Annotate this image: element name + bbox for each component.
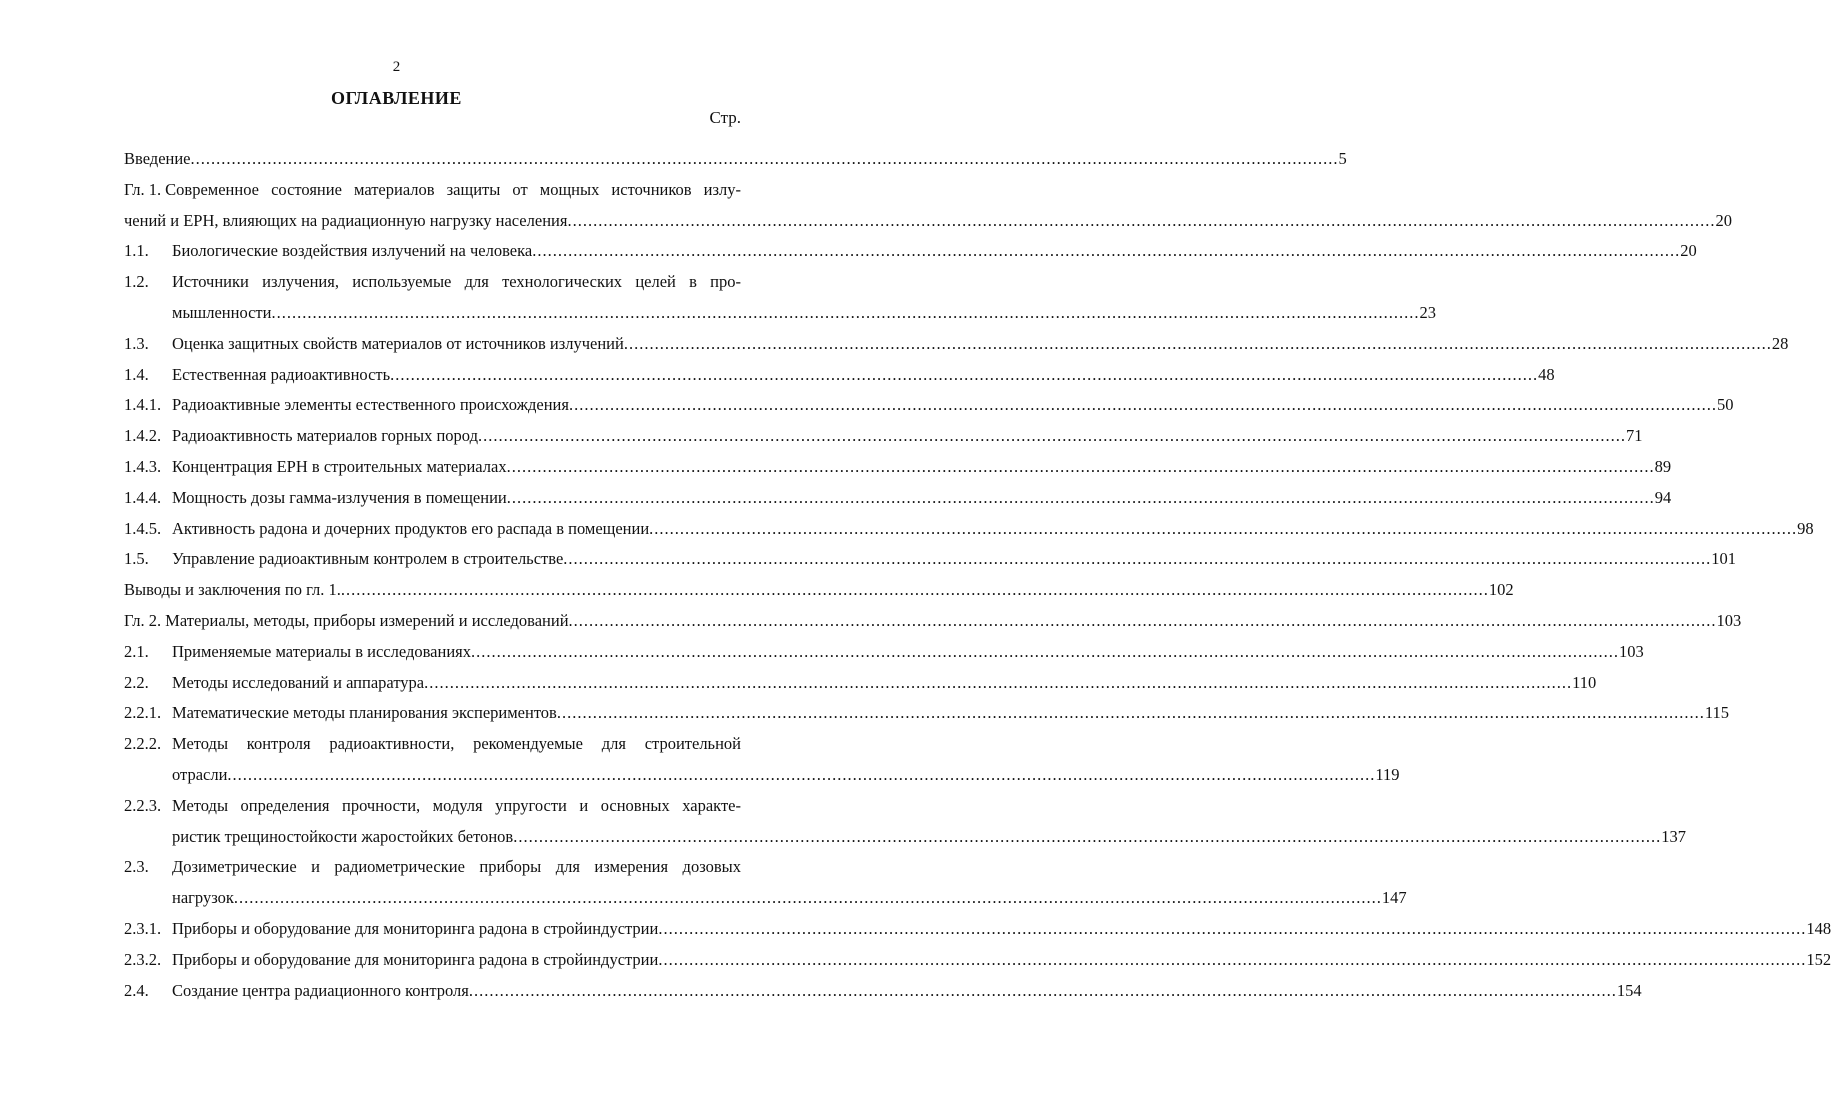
toc-entry-page: 5 [1338,149,1347,168]
toc-entry-title: Методы контроля радиоактивности, рекомендуемые для строительной [172,734,741,754]
dot-leader [658,914,1806,945]
toc-entry-page: 98 [1797,518,1814,538]
toc-entry-number: 2.3.1. [124,918,162,938]
toc-entry-first-line [124,791,741,822]
toc-entry [124,852,1407,914]
toc-entry-line [124,390,1734,421]
toc-entry-title: Биологические воздействия излучений на человека [172,241,533,261]
dot-leader [624,329,1772,360]
toc-entry-title: Источники излучения, используемые для технологических целей в про- [172,272,741,292]
toc-entry-title: Мощность дозы гамма-излучения в помещении [172,487,507,507]
toc-entry-title: Естественная радиоактивность [172,364,391,384]
toc-entry-continuation [124,883,1407,914]
toc-entry [124,390,1734,421]
toc-entry [124,144,1347,175]
toc-entry-first-line [124,267,741,298]
toc-entry-line [124,452,1672,483]
toc-entry-title-continued: ристик трещиностойкости жаростойких бетонов [172,826,514,846]
toc-entry [124,421,1643,452]
toc-entry-page: 147 [1381,888,1407,908]
toc-entry-title-continued: чений и ЕРН, влияющих на радиационную нагрузку населения [124,210,568,230]
toc-entry-title: Оценка защитных свойств материалов от источников излучений [172,333,624,353]
toc-entry-page: 71 [1625,426,1643,446]
toc-entry-title: Радиоактивность материалов горных пород [172,426,478,446]
toc-entry [124,668,1597,699]
toc-entry-title: Создание центра радиационного контроля [172,980,469,1000]
toc-entry-title: Введение [124,149,191,168]
toc-entry-number: 1.5. [124,549,149,569]
page-title: ОГЛАВЛЕНИЕ [331,88,462,108]
toc-entry [124,360,1555,391]
toc-entry-title: Современное состояние материалов защиты от мощных источников излу- [165,179,741,199]
toc-entry-title: Методы исследований и аппаратура [172,672,425,692]
toc-entry-number: 1.1. [124,241,149,261]
toc-entry-line [124,575,1514,606]
toc-entry-first-line [124,729,741,760]
toc-entry-line [124,421,1643,452]
toc-entry-number: 2.3. [124,857,149,877]
toc-entry [124,175,1732,237]
toc-entry-page: 154 [1616,980,1642,1000]
toc-entry-number: Гл. 1. [124,179,162,199]
toc-entry-continuation [124,206,1732,237]
dot-leader [227,760,1375,791]
toc-entry-page: 110 [1572,672,1597,692]
toc-entry-line [124,668,1597,699]
toc-entry-number: 1.4.2. [124,426,162,446]
dot-leader [234,883,1382,914]
toc-entry-title: Радиоактивные элементы естественного происхождения [172,395,569,415]
dot-leader [658,945,1806,976]
toc-entry-page: 102 [1488,580,1514,600]
toc-entry-number: 2.3.2. [124,949,162,969]
toc-entry-continuation [124,760,1400,791]
toc-entry [124,329,1789,360]
toc-entry-page: 148 [1806,918,1831,938]
toc-entry-title: Концентрация ЕРН в строительных материалах [172,456,507,476]
toc-entry-number: 1.4.4. [124,487,162,507]
toc-entry-title: Управление радиоактивным контролем в строительстве [172,549,564,569]
toc-entry-line [124,976,1642,1007]
toc-entry-page: 103 [1619,641,1644,661]
toc-entry-continuation [124,822,1686,853]
toc-entry-title: Математические методы планирования экспериментов [172,703,557,723]
toc-entry [124,698,1729,729]
toc-entry-first-line [124,175,741,206]
dot-leader [341,575,1489,606]
dot-leader [563,544,1711,575]
toc-entry-number: 2.1. [124,641,149,661]
toc-entry-line [124,514,1814,545]
dot-leader [424,668,1572,699]
dot-leader [567,206,1715,237]
toc-entry-line [124,606,1742,637]
toc-entry-page: 20 [1680,241,1697,261]
toc-entry [124,914,1831,945]
toc-entry-page: 94 [1654,487,1672,507]
dot-leader [191,144,1339,175]
toc-entry-line [124,329,1789,360]
toc-entry-page: 115 [1704,703,1729,723]
table-of-contents [124,144,1831,1006]
toc-entry-line [124,637,1644,668]
dot-leader [557,698,1705,729]
toc-entry-title-continued: нагрузок [172,888,234,908]
toc-entry-number: 1.4. [124,364,149,384]
page-number: 2 [392,59,401,75]
dot-leader [469,976,1617,1007]
toc-entry-number: 2.2. [124,672,149,692]
toc-entry-title: Применяемые материалы в исследованиях [172,641,472,661]
dot-leader [532,236,1680,267]
toc-entry-first-line [124,852,741,883]
toc-entry-line [124,236,1697,267]
toc-entry-number: Гл. 2. [124,610,162,630]
dot-leader [471,637,1619,668]
toc-entry-page: 50 [1716,395,1734,415]
toc-entry-line [124,544,1737,575]
dot-leader [507,452,1655,483]
toc-entry-number: 1.3. [124,333,149,353]
toc-entry-continuation [124,298,1436,329]
toc-entry [124,483,1672,514]
toc-entry-page: 89 [1654,456,1672,476]
toc-entry-number: 2.2.2. [124,734,162,754]
toc-entry-number: 1.2. [124,272,149,292]
toc-entry-number: 2.2.3. [124,795,162,815]
toc-entry [124,514,1814,545]
toc-entry-line [124,483,1672,514]
toc-entry-line [124,945,1831,976]
toc-entry-number: 1.4.3. [124,456,162,476]
page-column-label: Стр. [709,108,741,127]
toc-entry-number: 2.4. [124,980,149,1000]
toc-entry-title-continued: мышленности [172,302,272,322]
toc-entry-title: Методы определения прочности, модуля упругости и основных характе- [172,795,741,815]
toc-entry [124,452,1672,483]
toc-entry-title: Приборы и оборудование для мониторинга радона в стройиндустрии [172,949,659,969]
dot-leader [271,298,1419,329]
dot-leader [569,390,1717,421]
toc-entry-line [124,914,1831,945]
toc-entry-number: 1.4.5. [124,518,162,538]
toc-entry [124,544,1737,575]
toc-entry-page: 48 [1538,364,1555,384]
toc-entry [124,575,1514,606]
toc-entry-title: Приборы и оборудование для мониторинга радона в стройиндустрии [172,918,659,938]
toc-entry-title: Активность радона и дочерних продуктов его распада в помещении [172,518,650,538]
toc-entry-page: 28 [1771,333,1789,353]
dot-leader [507,483,1655,514]
dot-leader [649,514,1797,545]
toc-entry [124,729,1400,791]
toc-entry-line [124,144,1347,175]
toc-entry [124,791,1686,853]
toc-entry-line [124,360,1555,391]
toc-entry-page: 152 [1806,949,1831,969]
toc-entry-number: 2.2.1. [124,703,162,723]
dot-leader [569,606,1717,637]
toc-entry-title: Дозиметрические и радиометрические приборы для измерения дозовых [172,857,741,877]
dot-leader [513,822,1661,853]
toc-entry-title: Выводы и заключения по гл. 1. [124,580,341,600]
toc-entry-page: 103 [1716,610,1742,630]
toc-entry-title: Материалы, методы, приборы измерений и исследований [165,610,569,630]
toc-entry-line [124,698,1729,729]
toc-entry [124,976,1642,1007]
dot-leader [390,360,1538,391]
toc-entry-page: 119 [1375,764,1400,784]
toc-entry [124,267,1436,329]
toc-entry [124,236,1697,267]
toc-entry [124,606,1742,637]
dot-leader [478,421,1626,452]
toc-entry-number: 1.4.1. [124,395,162,415]
toc-entry-page: 137 [1661,826,1686,846]
toc-entry-page: 101 [1711,549,1737,569]
toc-entry [124,637,1644,668]
toc-entry [124,945,1831,976]
toc-entry-title-continued: отрасли [172,764,228,784]
toc-entry-page: 20 [1715,210,1732,230]
toc-entry-page: 23 [1419,302,1436,322]
